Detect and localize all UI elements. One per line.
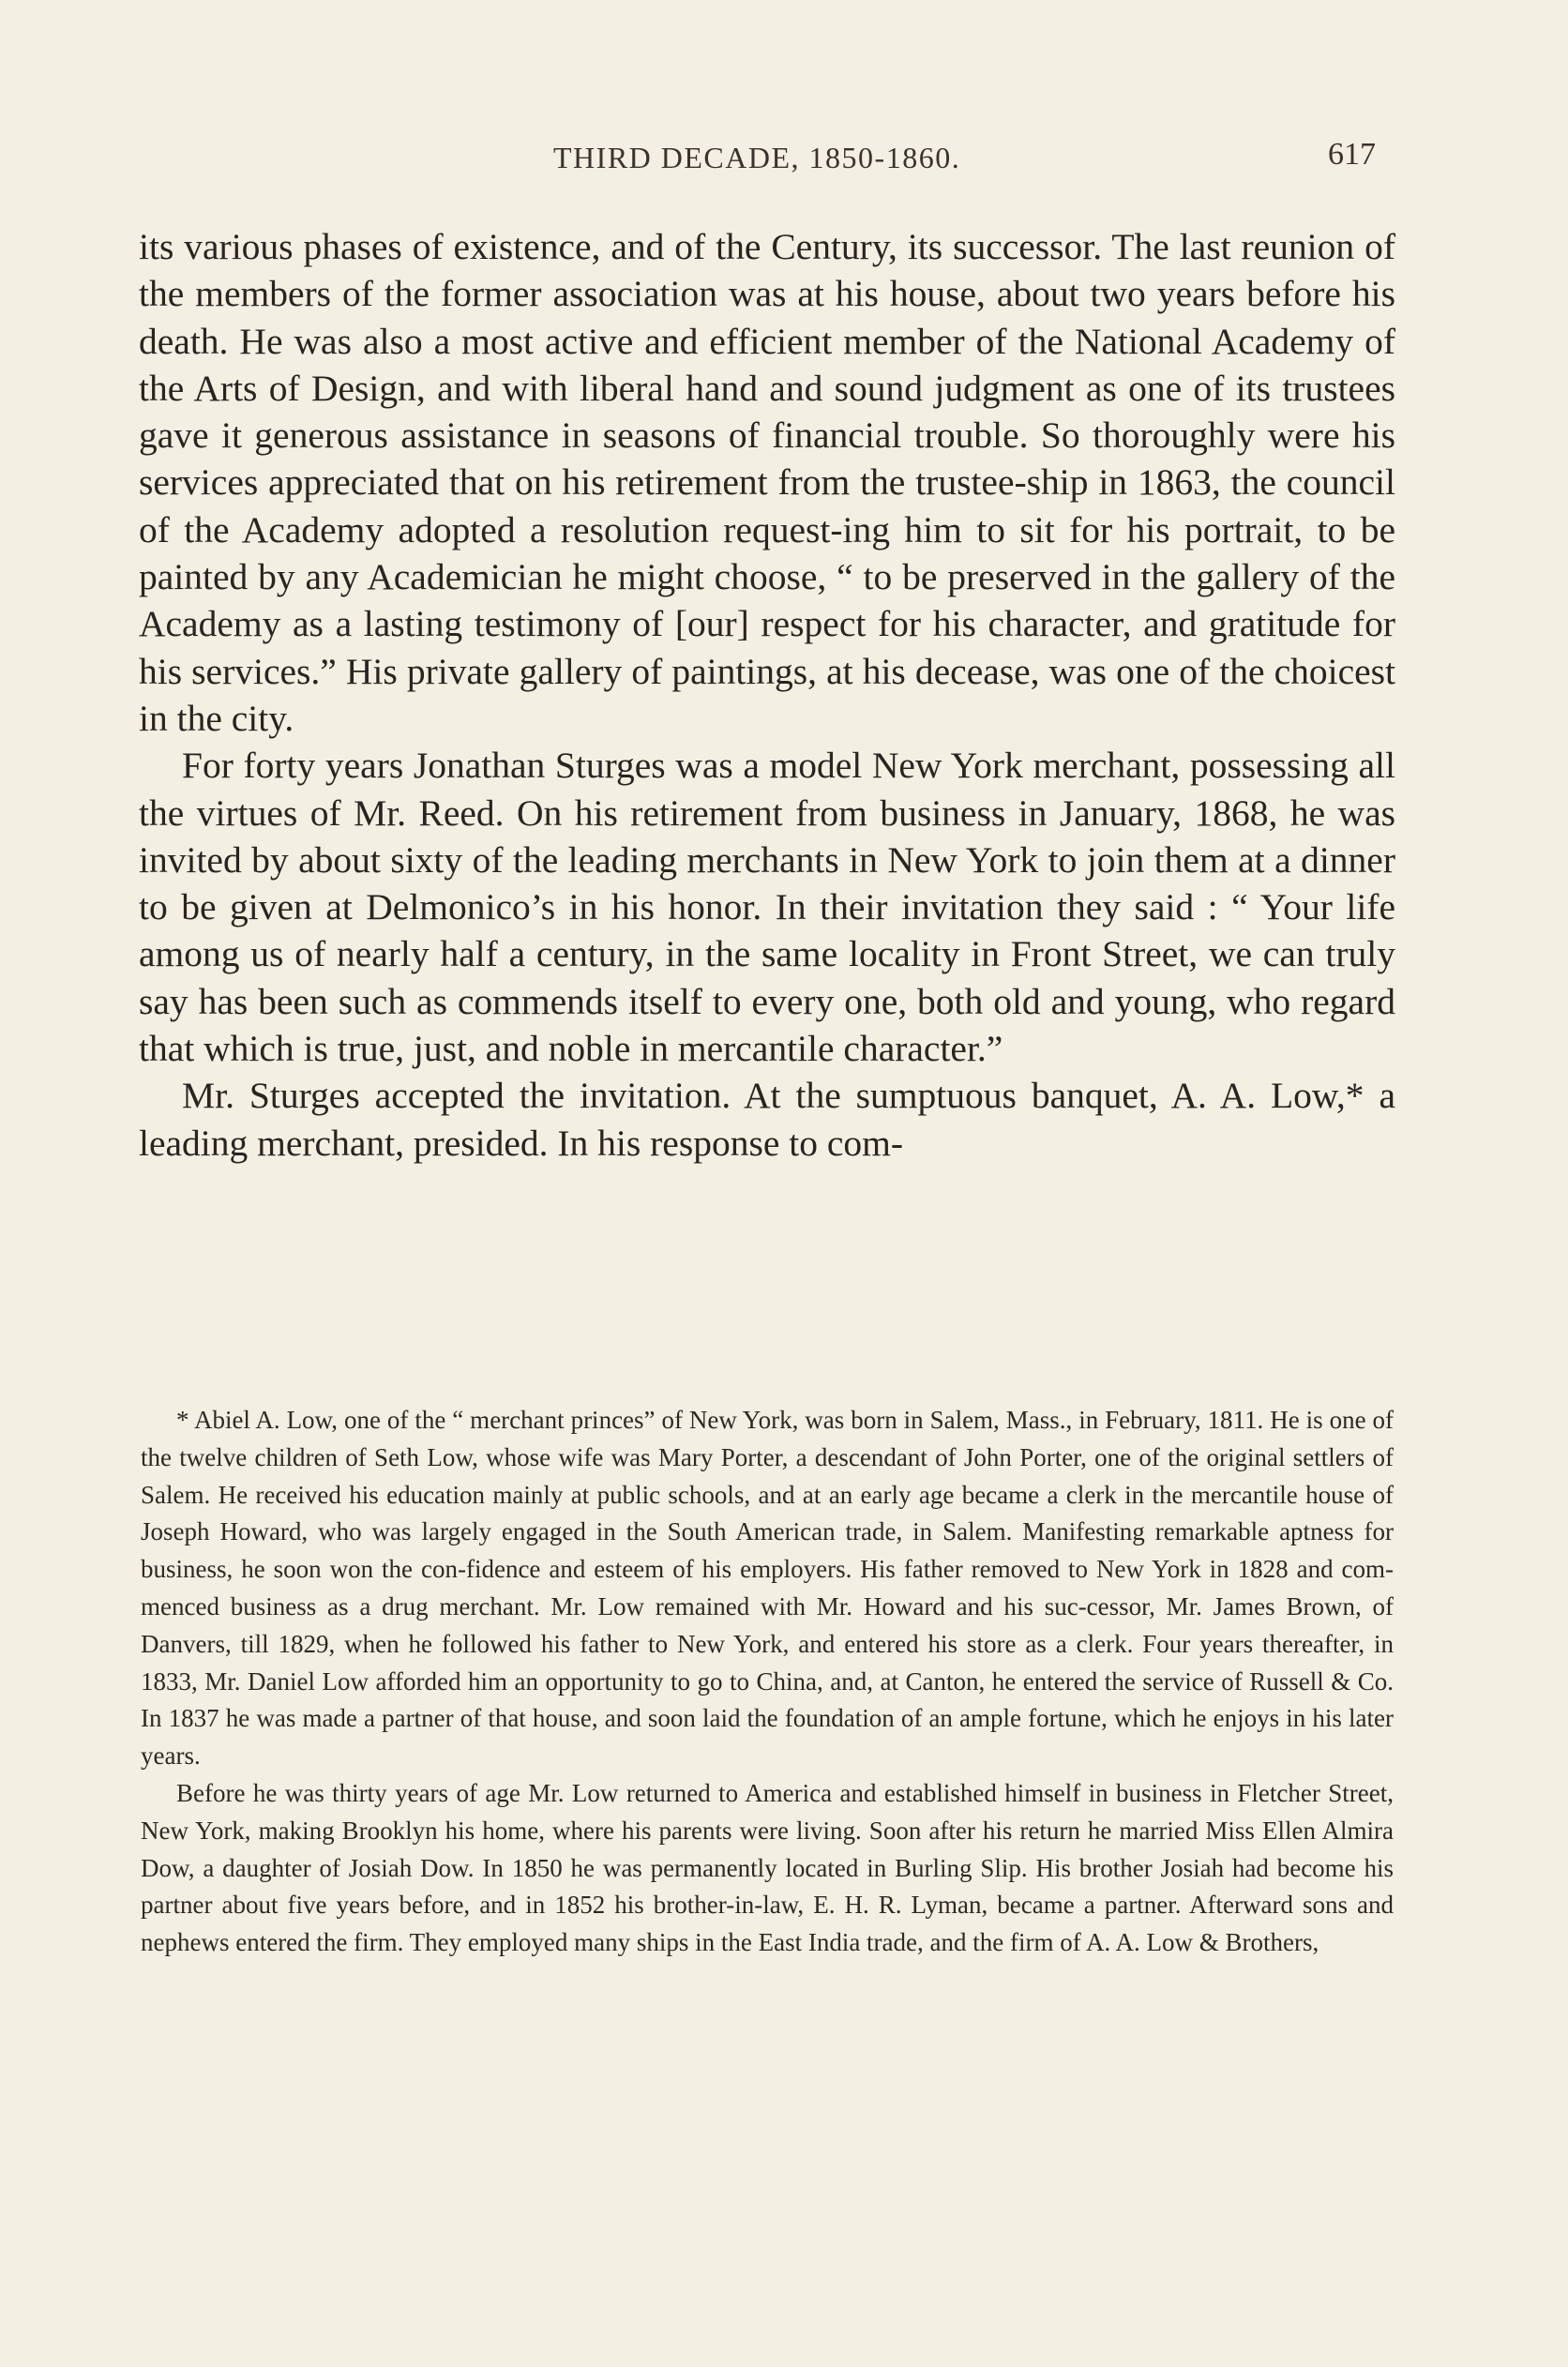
footnote-paragraph: * Abiel A. Low, one of the “ merchant princes” of New York, was born in Salem, Mass., in February, 1811. He is one of the twelve children of Seth Low, whose wife was Mary Porter, a descendant of John Porter, one of the original settlers of Salem. He received his education mainly at public schools, and at an early age became a clerk in the mercantile house of Joseph Howard, who was largely engaged in the South American trade, in Salem. Manifesting remarkable aptness for business, he soon won the con-fidence and esteem of his employers. His father removed to New York in 1828 and com-menced business as a drug merchant. Mr. Low remained with Mr. Howard and his suc-cessor, Mr. James Brown, of Danvers, till 1829, when he followed his father to New York, and entered his store as a clerk. Four years thereafter, in 1833, Mr. Daniel Low afforded him an opportunity to go to China, and, at Canton, he entered the service of Russell & Co. In 1837 he was made a partner of that house, and soon laid the foundation of an ample fortune, which he enjoys in his later years. <box>141 1406 1394 1771</box>
main-text <box>139 223 1395 1167</box>
paragraph: Mr. Sturges accepted the invitation. At the sumptuous banquet, A. A. Low,* a leading merchant, presided. In his response to com- <box>139 1075 1395 1164</box>
paragraph: its various phases of existence, and of the Century, its successor. The last reunion of the members of the former association was at his house, about two years before his death. He was also a most active and efficient member of the National Academy of the Arts of Design, and with liberal hand and sound judgment as one of its trustees gave it generous assistance in seasons of financial trouble. So thoroughly were his services appreciated that on his retirement from the trustee-ship in 1863, the council of the Academy adopted a resolution request-ing him to sit for his portrait, to be painted by any Academician he might choose, “ to be preserved in the gallery of the Academy as a lasting testimony of [our] respect for his character, and gratitude for his services.” His private gallery of paintings, at his decease, was one of the choicest in the city. <box>139 226 1395 739</box>
running-head: THIRD DECADE, 1850-1860. <box>553 141 961 174</box>
page-number: 617 <box>1328 137 1376 172</box>
footnote-paragraph: Before he was thirty years of age Mr. Low returned to America and established himself in business in Fletcher Street, New York, making Brooklyn his home, where his parents were living. Soon after his return he married Miss Ellen Almira Dow, a daughter of Josiah Dow. In 1850 he was permanently located in Burling Slip. His brother Josiah had become his partner about five years before, and in 1852 his brother-in-law, E. H. R. Lyman, became a partner. Afterward sons and nephews entered the firm. They employed many ships in the East India trade, and the firm of A. A. Low & Brothers, <box>141 1778 1394 1957</box>
footnote <box>141 1402 1394 1962</box>
paragraph: For forty years Jonathan Sturges was a model New York merchant, possessing all the virtues of Mr. Reed. On his retirement from business in January, 1868, he was invited by about sixty of the leading merchants in New York to join them at a dinner to be given at Delmonico’s in his honor. In their invitation they said : “ Your life among us of nearly half a century, in the same locality in Front Street, we can truly say has been such as commends itself to every one, both old and young, who regard that which is true, just, and noble in mercantile character.” <box>139 745 1395 1070</box>
